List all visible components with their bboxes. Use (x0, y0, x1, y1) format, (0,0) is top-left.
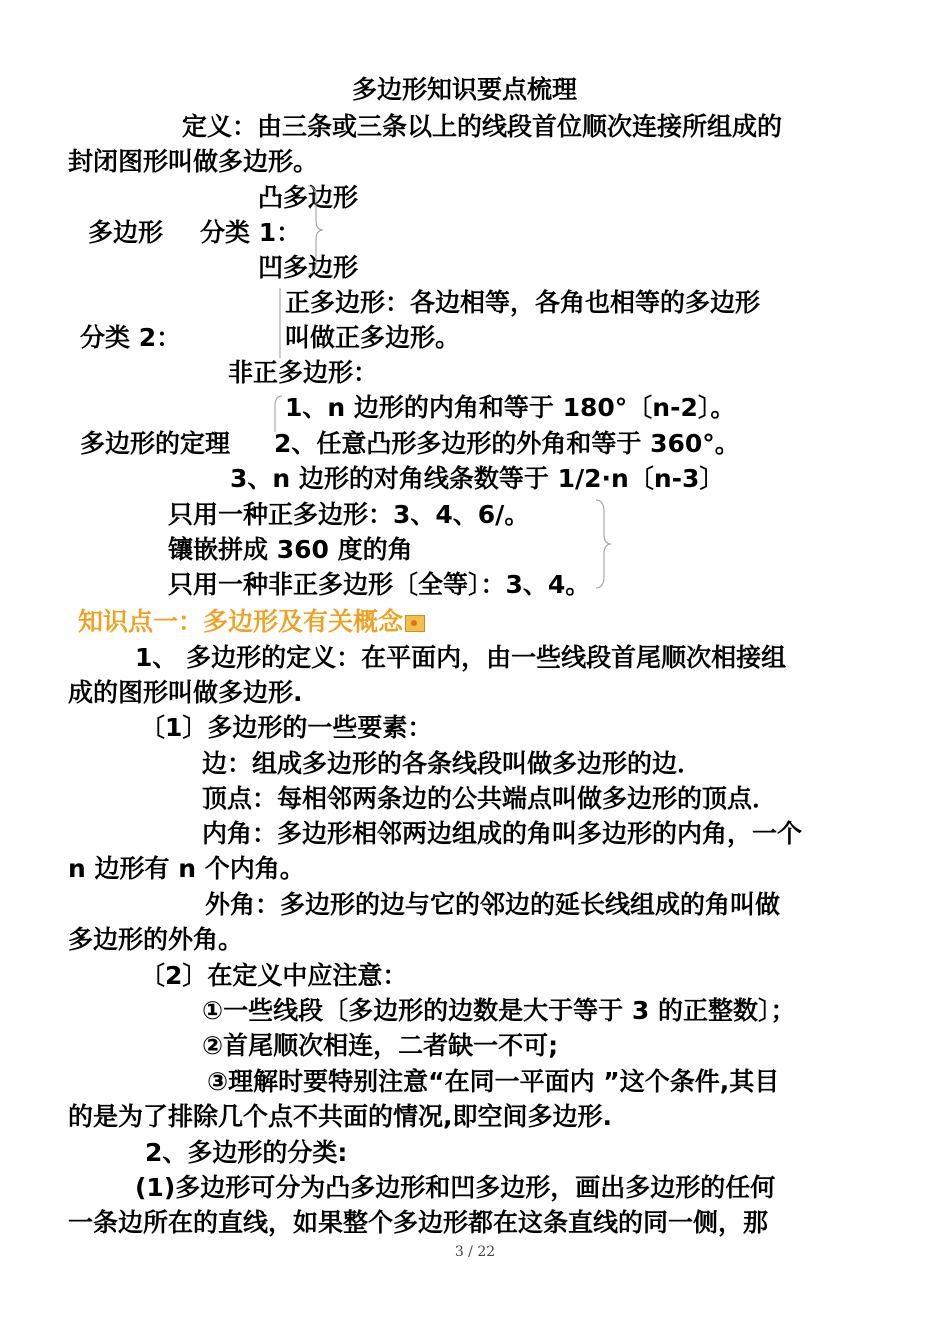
brace-classification-2 (278, 288, 284, 358)
polygon-definition-line-2: 成的图形叫做多边形. (68, 678, 303, 707)
definition-line-1: 定义：由三条或三条以上的线段首位顺次连接所组成的 (182, 112, 783, 141)
section-heading (78, 605, 425, 639)
exterior-angle-line-2: 多边形的外角。 (68, 925, 244, 954)
tessellation-line-3: 只用一种非正多边形〔全等〕：3、4。 (168, 570, 591, 599)
theorem-1: 1、n 边形的内角和等于 180°〔n-2〕。 (285, 393, 736, 422)
note-3-line-2: 的是为了排除几个点不共面的情况,即空间多边形. (68, 1102, 612, 1131)
note-1: ①一些线段〔多边形的边数是大于等于 3 的正整数〕； (202, 996, 796, 1025)
note-3-line-1: ③理解时要特别注意“在同一平面内 ”这个条件,其目 (207, 1067, 780, 1096)
brace-theorems (270, 394, 284, 434)
convex-polygon-label: 凸多边形 (258, 183, 359, 212)
concave-polygon-label: 凹多边形 (258, 253, 359, 282)
definition-line-2: 封闭图形叫做多边形。 (68, 147, 319, 176)
theorems-label: 多边形的定理 (80, 429, 231, 458)
vertex-definition: 顶点：每相邻两条边的公共端点叫做多边形的顶点． (202, 784, 778, 813)
classification-2-label: 分类 2： (80, 323, 182, 352)
exterior-angle-line-1: 外角：多边形的边与它的邻边的延长线组成的角叫做 (205, 890, 781, 919)
section-heading-text: 知识点一：多边形及有关概念 (78, 607, 404, 636)
note-2: ②首尾顺次相连，二者缺一不可; (202, 1031, 559, 1060)
interior-angle-line-2: n 边形有 n 个内角。 (68, 854, 305, 883)
polygon-label: 多边形 (88, 218, 164, 247)
interior-angle-line-1: 内角：多边形相邻两边组成的角叫多边形的内角，一个 (202, 819, 803, 848)
regular-polygon-line-1: 正多边形：各边相等，各角也相等的多边形 (285, 288, 761, 317)
page-title: 多边形知识要点梳理 (352, 75, 578, 104)
classification-para-line-1: (1)多边形可分为凸多边形和凹多边形，画出多边形的任何 (135, 1173, 776, 1202)
non-regular-polygon-label: 非正多边形： (228, 358, 379, 387)
classification-1-label: 分类 1： (200, 218, 302, 247)
tessellation-line-1: 只用一种正多边形：3、4、6/。 (168, 500, 530, 529)
folder-icon[interactable] (405, 615, 425, 632)
theorem-3: 3、n 边形的对角线条数等于 1/2·n〔n-3〕 (230, 464, 725, 493)
brace-tessellation (594, 498, 614, 590)
edge-definition: 边：组成多边形的各条线段叫做多边形的边． (202, 749, 703, 778)
subsection-2-heading: 〔2〕在定义中应注意： (140, 961, 408, 990)
classification-para-line-2: 一条边所在的直线，如果整个多边形都在这条直线的同一侧，那 (68, 1208, 769, 1237)
polygon-definition-line-1: 1、 多边形的定义：在平面内，由一些线段首尾顺次相接组 (135, 643, 787, 672)
tessellation-line-2: 镶嵌拼成 360 度的角 (168, 535, 413, 564)
classification-heading: 2、多边形的分类: (145, 1138, 348, 1167)
regular-polygon-line-2: 叫做正多边形。 (285, 323, 461, 352)
subsection-1-heading: 〔1〕多边形的一些要素： (140, 713, 433, 742)
theorem-2: 2、任意凸形多边形的外角和等于 360°。 (274, 429, 740, 458)
brace-classification-1 (306, 184, 326, 276)
page-number: 3 / 22 (454, 1244, 496, 1260)
